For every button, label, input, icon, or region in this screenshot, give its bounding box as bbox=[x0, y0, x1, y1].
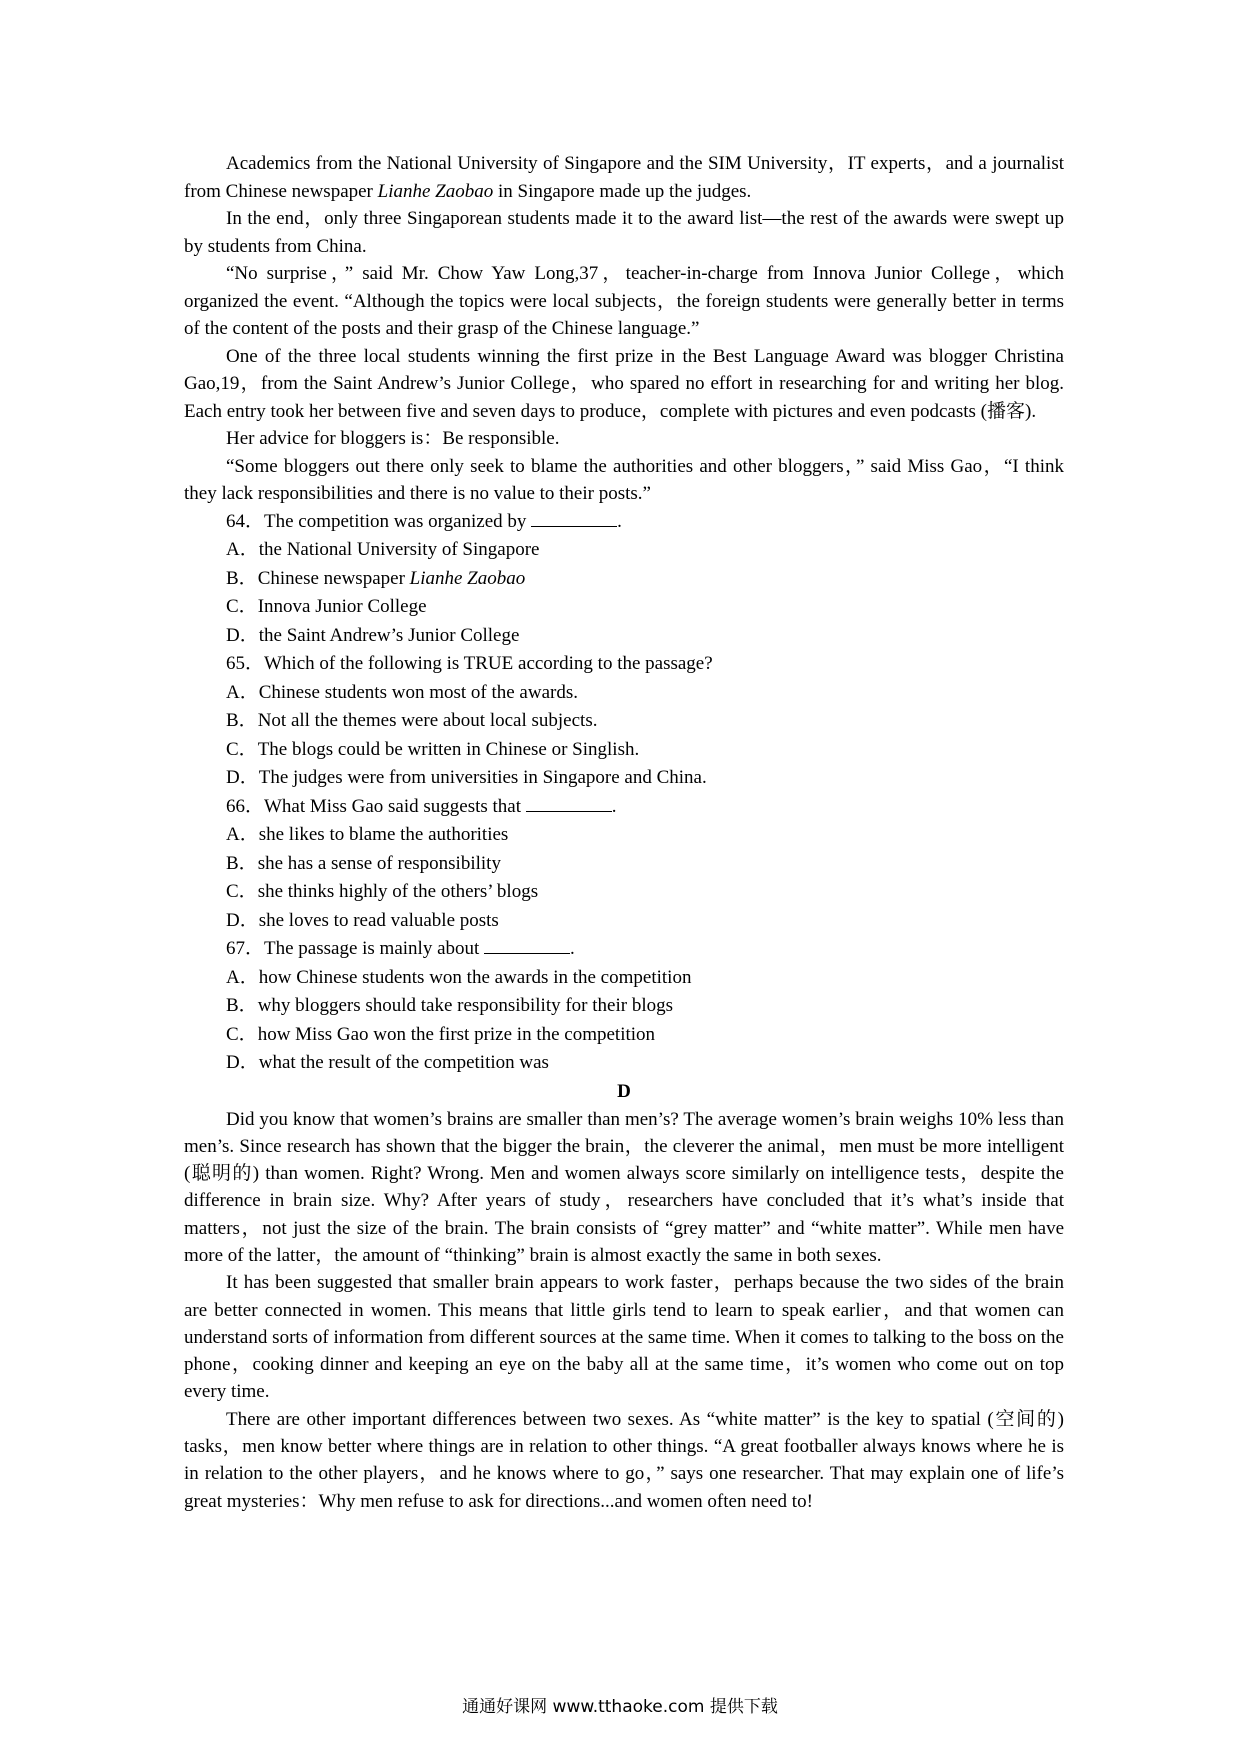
answer-blank bbox=[484, 937, 570, 954]
paragraph: “No surprise，” said Mr. Chow Yaw Long,37，teacher-in-charge from Innova Junior College，which organized the event. “Although the topics were local subjects，the foreign students were generally better in terms of the content of the posts and their grasp of the Chinese language.” bbox=[184, 263, 1064, 339]
paragraph: Academics from the National University of Singapore and the SIM University，IT experts，and a journalist from Chinese newspaper Lianhe Zaobao in Singapore made up the judges. bbox=[184, 153, 1064, 202]
question-stem: 64．The competition was organized by . bbox=[226, 510, 622, 532]
section-heading: D bbox=[617, 1080, 631, 1102]
question-stem: 67．The passage is mainly about . bbox=[226, 938, 575, 959]
question-67 bbox=[184, 935, 1064, 1078]
question-66 bbox=[184, 793, 1064, 936]
paragraph: It has been suggested that smaller brain appears to work faster，perhaps because the two sides of the brain are better connected in women. This means that little girls tend to learn to speak earlier，and that women can understand sorts of information from different sources at the same time. When it comes to talking to the boss on the phone，cooking dinner and keeping an eye on the baby all at the same time，it’s women who come out on top every time. bbox=[184, 1272, 1064, 1403]
answer-blank bbox=[526, 795, 612, 812]
question-stem: 65．Which of the following is TRUE according to the passage? bbox=[226, 653, 713, 674]
passage-d bbox=[184, 1106, 1064, 1515]
paragraph: “Some bloggers out there only seek to blame the authorities and other bloggers，” said Miss Gao，“I think they lack responsibilities and there is no value to their posts.” bbox=[184, 455, 1064, 504]
option: C．how Miss Gao won the first prize in the competition bbox=[226, 1023, 656, 1045]
option: A．she likes to blame the authorities bbox=[226, 824, 509, 845]
question-64 bbox=[184, 508, 1064, 651]
option: C．Innova Junior College bbox=[226, 596, 427, 617]
option: D．The judges were from universities in Singapore and China. bbox=[226, 767, 707, 788]
option: A．the National University of Singapore bbox=[226, 539, 540, 560]
paragraph: One of the three local students winning the first prize in the Best Language Award was blogger Christina Gao,19，from the Saint Andrew’s Junior College，who spared no effort in researching for and writing her blog. Each entry took her between five and seven days to produce，complete with pictures and even podcasts (播客). bbox=[184, 345, 1064, 422]
option: B．Chinese newspaper Lianhe Zaobao bbox=[226, 567, 526, 589]
paragraph: In the end，only three Singaporean students made it to the award list—the rest of the awards were swept up by students from China. bbox=[184, 208, 1064, 257]
passage-c bbox=[184, 150, 1064, 508]
option: B．Not all the themes were about local subjects. bbox=[226, 710, 598, 731]
option: D．what the result of the competition was bbox=[226, 1052, 549, 1073]
option: C．she thinks highly of the others’ blogs bbox=[226, 881, 539, 902]
document-page bbox=[184, 150, 1064, 1515]
option: A．Chinese students won most of the awards. bbox=[226, 681, 578, 703]
paragraph: There are other important differences between two sexes. As “white matter” is the key to spatial (空间的) tasks，men know better where things are in relation to other things. “A great footballer always knows where he is in relation to the other players，and he knows where to go，” says one researcher. That may explain one of life’s great mysteries：Why men refuse to ask for directions...and women often need to! bbox=[184, 1408, 1064, 1512]
page-footer: 通通好课网 www.tthaoke.com 提供下载 bbox=[462, 1697, 778, 1717]
option: B．she has a sense of responsibility bbox=[226, 852, 501, 874]
option: D．she loves to read valuable posts bbox=[226, 909, 499, 931]
option: B．why bloggers should take responsibility for their blogs bbox=[226, 995, 673, 1016]
paragraph: Did you know that women’s brains are smaller than men’s? The average women’s brain weighs 10% less than men’s. Since research has shown that the bigger the brain，the cleverer the animal，men must be more intelligent (聪明的) than women. Right? Wrong. Men and women always score similarly on intelligence tests，despite the difference in brain size. Why? After years of study，researchers have concluded that it’s what’s inside that matters，not just the size of the brain. The brain consists of “grey matter” and “white matter”. While men have more of the latter，the amount of “thinking” brain is almost exactly the same in both sexes. bbox=[184, 1108, 1064, 1266]
question-65 bbox=[184, 650, 1064, 793]
question-stem: 66．What Miss Gao said suggests that . bbox=[226, 795, 617, 817]
option: C．The blogs could be written in Chinese or Singlish. bbox=[226, 738, 640, 760]
option: A．how Chinese students won the awards in the competition bbox=[226, 966, 692, 988]
paragraph: Her advice for bloggers is：Be responsible. bbox=[226, 428, 560, 449]
answer-blank bbox=[531, 510, 617, 527]
option: D．the Saint Andrew’s Junior College bbox=[226, 624, 520, 646]
